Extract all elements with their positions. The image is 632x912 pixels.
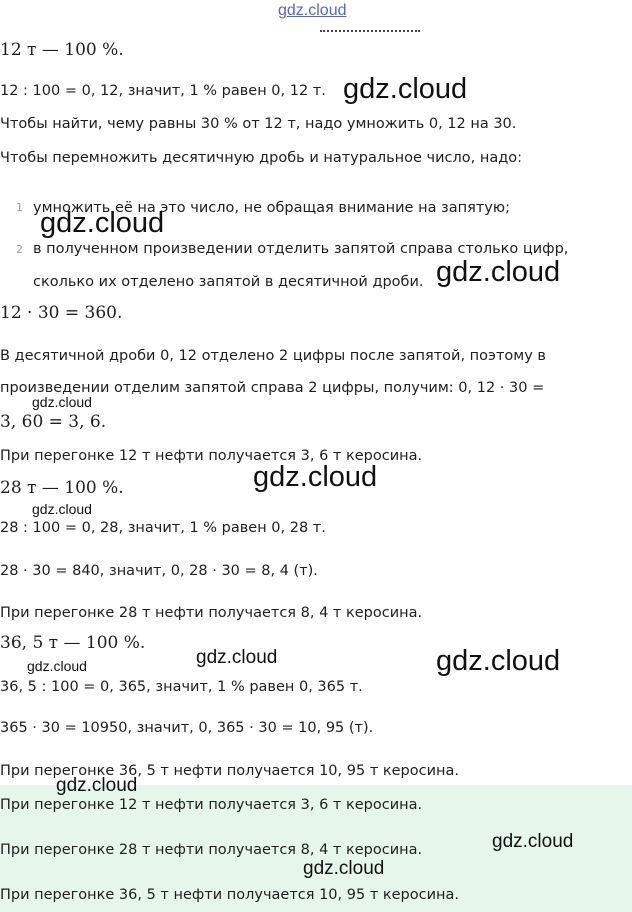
watermark-top: gdz.cloud	[278, 2, 347, 19]
list-marker: 1	[16, 201, 23, 214]
watermark: gdz.cloud	[492, 831, 574, 852]
answer-line: При перегонке 36, 5 т нефти получается 10, 95 т керосина.	[0, 887, 459, 903]
text-line: 12 · 30 = 360.	[0, 303, 123, 323]
list-marker: 2	[16, 243, 23, 256]
text-line: 36, 5 т — 100 %.	[0, 633, 146, 653]
answer-line: При перегонке 28 т нефти получается 8, 4 т керосина.	[0, 842, 423, 858]
watermark: gdz.cloud	[32, 501, 92, 517]
watermark: gdz.cloud	[436, 645, 561, 677]
text-line: 28 · 30 = 840, значит, 0, 28 · 30 = 8, 4 (т).	[0, 563, 318, 579]
watermark: gdz.cloud	[343, 73, 468, 105]
text-line: 3, 60 = 3, 6.	[0, 412, 107, 432]
watermark: gdz.cloud	[196, 647, 278, 668]
list-item: умножить её на это число, не обращая внимание на запятую;	[33, 200, 510, 216]
text-line: 36, 5 : 100 = 0, 365, значит, 1 % равен 0, 365 т.	[0, 679, 363, 695]
text-line: 12 т — 100 %.	[0, 40, 124, 60]
text-line: Чтобы найти, чему равны 30 % от 12 т, надо умножить 0, 12 на 30.	[0, 116, 517, 132]
text-line: произведении отделим запятой справа 2 цифры, получим: 0, 12 · 30 =	[0, 380, 545, 396]
text-line: 365 · 30 = 10950, значит, 0, 365 · 30 = 10, 95 (т).	[0, 720, 374, 736]
watermark: gdz.cloud	[27, 658, 87, 674]
text-line: В десятичной дроби 0, 12 отделено 2 цифры после запятой, поэтому в	[0, 348, 546, 364]
list-item-continuation: сколько их отделено запятой в десятичной дроби.	[33, 274, 424, 290]
text-line: 12 : 100 = 0, 12, значит, 1 % равен 0, 12 т.	[0, 83, 326, 99]
cut-off-line	[320, 30, 420, 36]
watermark: gdz.cloud	[56, 775, 138, 796]
text-line: 28 : 100 = 0, 28, значит, 1 % равен 0, 28 т.	[0, 520, 326, 536]
text-line: При перегонке 36, 5 т нефти получается 10, 95 т керосина.	[0, 763, 459, 779]
text-line: 28 т — 100 %.	[0, 478, 124, 498]
watermark: gdz.cloud	[303, 858, 385, 879]
watermark: gdz.cloud	[32, 394, 92, 410]
text-line: При перегонке 28 т нефти получается 8, 4 т керосина.	[0, 605, 423, 621]
watermark: gdz.cloud	[40, 207, 165, 239]
watermark: gdz.cloud	[253, 461, 378, 493]
text-line: При перегонке 12 т нефти получается 3, 6 т керосина.	[0, 448, 423, 464]
list-item: в полученном произведении отделить запятой справа столько цифр,	[33, 241, 569, 257]
answer-line: При перегонке 12 т нефти получается 3, 6 т керосина.	[0, 797, 423, 813]
text-line: Чтобы перемножить десятичную дробь и натуральное число, надо:	[0, 150, 522, 166]
watermark: gdz.cloud	[436, 256, 561, 288]
